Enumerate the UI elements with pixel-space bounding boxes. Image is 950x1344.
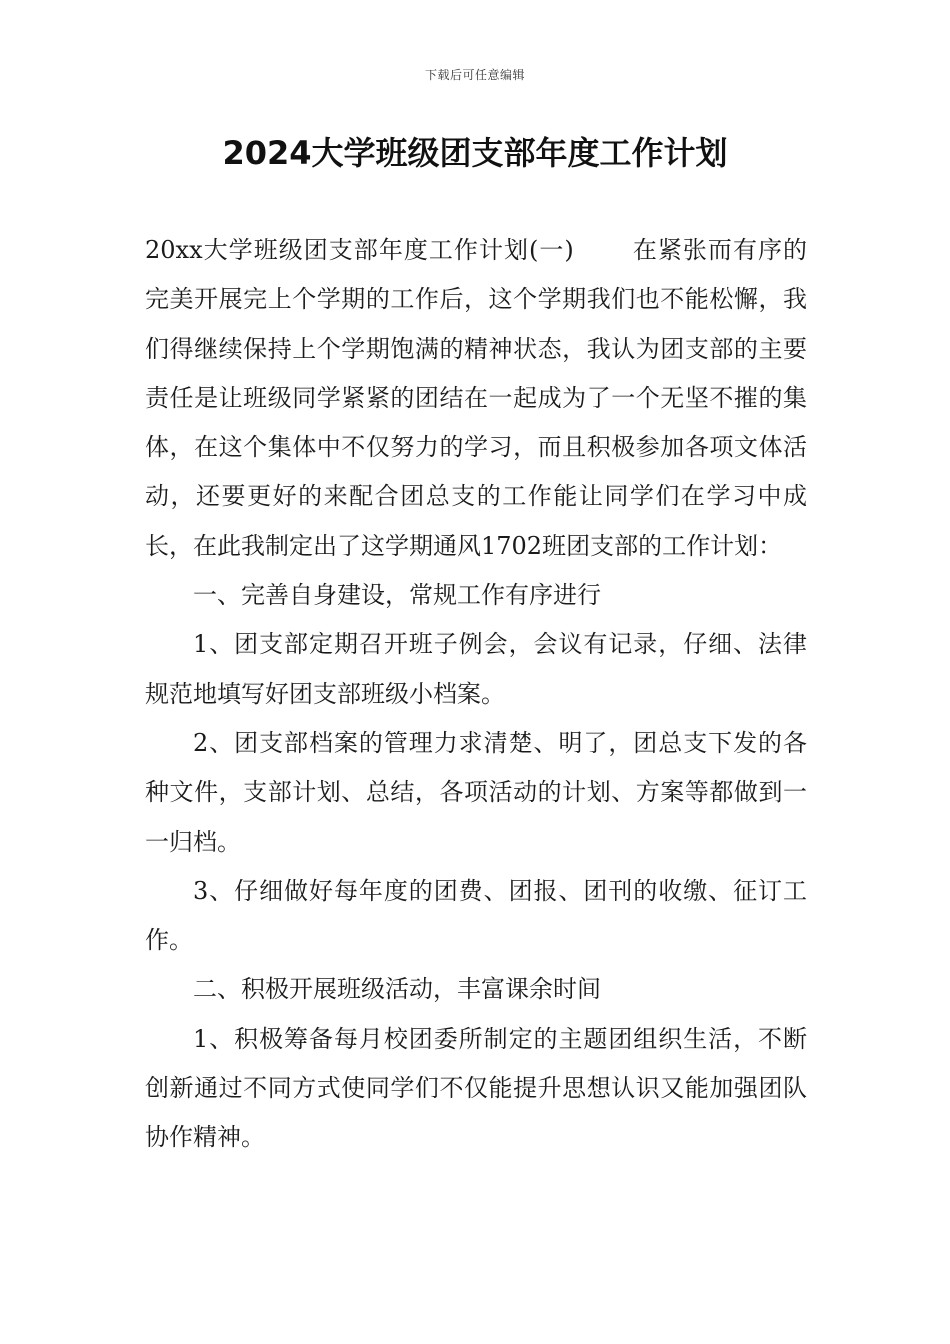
section-1-heading: 一、完善自身建设，常规工作有序进行 xyxy=(193,581,601,610)
document-title: 2024大学班级团支部年度工作计划 xyxy=(222,134,728,172)
document-body xyxy=(145,226,807,1163)
section-1-item-2: 2、团支部档案的管理力求清楚、明了，团总支下发的各种文件，支部计划、总结，各项活动的计划、方案等都做到一一归档。 xyxy=(145,728,807,856)
intro-paragraph xyxy=(145,226,807,571)
intro-heading: 20xx大学班级团支部年度工作计划(一) xyxy=(145,236,574,264)
header-note: 下载后可任意编辑 xyxy=(424,68,525,82)
section-2-item-1: 1、积极筹备每月校团委所制定的主题团组织生活，不断创新通过不同方式使同学们不仅能提升思想认识又能加强团队协作精神。 xyxy=(145,1024,807,1152)
section-1-item-3: 3、仔细做好每年度的团费、团报、团刊的收缴、征订工作。 xyxy=(145,876,807,955)
intro-body: 在紧张而有序的完美开展完上个学期的工作后，这个学期我们也不能松懈，我们得继续保持上个学期饱满的精神状态，我认为团支部的主要责任是让班级同学紧紧的团结在一起成为了一个无坚不摧的集体，在这个集体中不仅努力的学习，而且积极参加各项文体活动，还要更好的来配合团总支的工作能让同学们在学习中成长，在此我制定出了这学期通风1702班团支部的工作计划： xyxy=(145,236,807,560)
section-2-heading: 二、积极开展班级活动，丰富课余时间 xyxy=(193,975,601,1004)
section-1-item-1: 1、团支部定期召开班子例会，会议有记录，仔细、法律规范地填写好团支部班级小档案。 xyxy=(145,630,807,708)
